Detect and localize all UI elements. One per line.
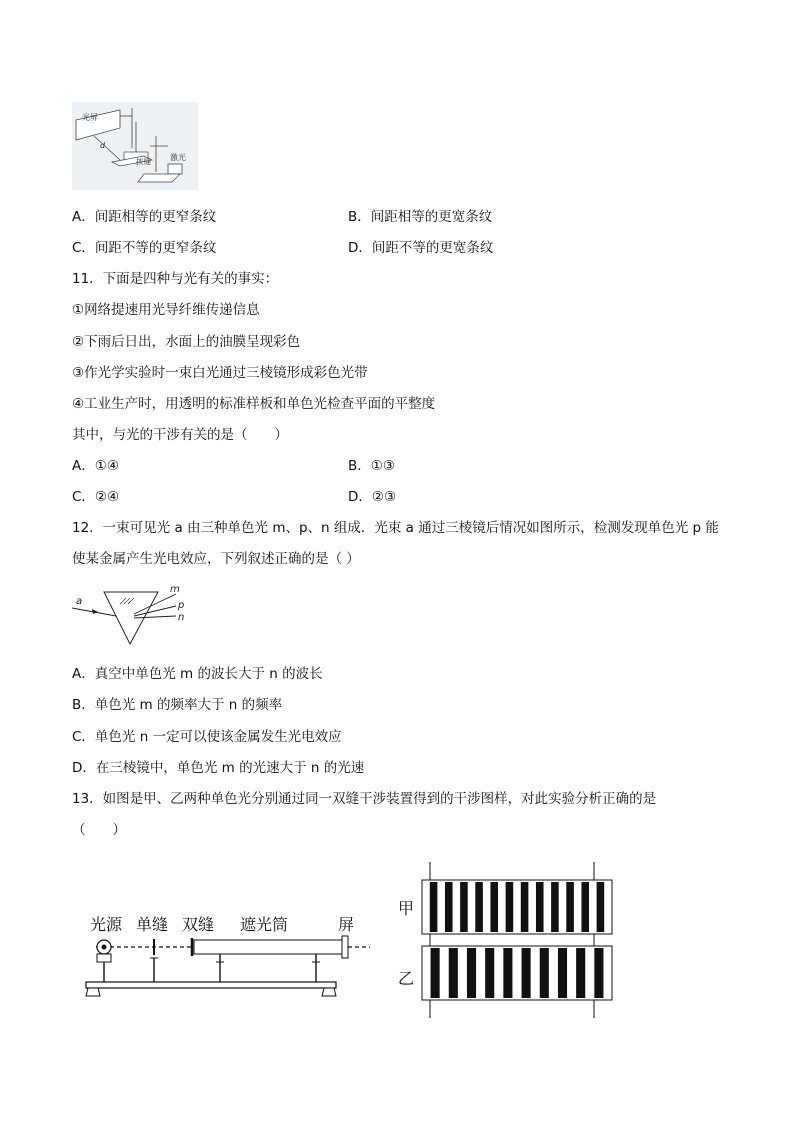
- q11-stem: 11．下面是四种与光有关的事实：: [72, 271, 279, 287]
- q13-jia-dark-band: [506, 882, 514, 932]
- q13-yi-dark-band: [558, 948, 567, 998]
- q13-label-single-slit: 单缝: [136, 915, 169, 934]
- q12-label-a: a: [76, 596, 83, 607]
- q13-jia-dark-band: [566, 882, 574, 932]
- q13-label-jia: 甲: [398, 899, 415, 918]
- q11-fact-4: ④工业生产时，用透明的标准样板和单色光检查平面的平整度: [72, 396, 436, 412]
- q11-option-c[interactable]: C．②④: [72, 489, 120, 505]
- q12-option-a[interactable]: A．真空中单色光 m 的波长大于 n 的波长: [72, 666, 323, 682]
- q13-label-source: 光源: [90, 915, 123, 934]
- q12-option-d[interactable]: D．在三棱镜中，单色光 m 的光速大于 n 的光速: [72, 760, 365, 776]
- q13-yi-dark-band: [485, 948, 494, 998]
- q13-yi-dark-band: [431, 948, 440, 998]
- q13-stem-line2: （ ）: [72, 822, 126, 838]
- q13-yi-dark-band: [467, 948, 476, 998]
- q10-option-d[interactable]: D．间距不等的更宽条纹: [348, 240, 494, 256]
- q11-fact-3: ③作光学实验时一束白光通过三棱镜形成彩色光带: [72, 365, 368, 381]
- q12-prism-figure: [72, 584, 198, 648]
- q13-label-yi: 乙: [398, 969, 415, 988]
- q13-jia-dark-band: [551, 882, 559, 932]
- q12-stem-line1: 12．一束可见光 a 由三种单色光 m、p、n 组成．光束 a 通过三棱镜后情况如图所示，检测发现单色光 p 能: [72, 520, 719, 536]
- q10-figure: [72, 102, 198, 190]
- q10-option-c[interactable]: C．间距不等的更窄条纹: [72, 240, 217, 256]
- q12-option-c[interactable]: C．单色光 n 一定可以使该金属发生光电效应: [72, 729, 342, 745]
- q11-fact-2: ②下雨后日出，水面上的油膜呈现彩色: [72, 334, 301, 350]
- q13-jia-dark-band: [475, 882, 483, 932]
- q13-yi-dark-band: [594, 948, 603, 998]
- q12-label-m: m: [170, 584, 180, 595]
- q13-label-tube: 遮光筒: [240, 915, 289, 934]
- q10-screen-label: 光屏: [82, 113, 98, 122]
- q13-stem-line1: 13．如图是甲、乙两种单色光分别通过同一双缝干涉装置得到的干涉图样，对此实验分析正确的是: [72, 791, 657, 807]
- q13-jia-dark-band: [490, 882, 498, 932]
- q11-question: 其中，与光的干涉有关的是（ ）: [72, 427, 288, 443]
- q13-label-screen: 屏: [338, 915, 355, 934]
- q13-jia-dark-band: [536, 882, 544, 932]
- q12-label-n: n: [178, 612, 185, 623]
- q11-option-b[interactable]: B．①③: [348, 458, 395, 474]
- q10-d-label: d: [100, 141, 106, 150]
- q10-laser-label: 激光: [170, 153, 186, 162]
- q13-yi-dark-band: [503, 948, 512, 998]
- q13-jia-dark-band: [430, 882, 438, 932]
- q13-label-double-slit: 双缝: [182, 915, 215, 934]
- q11-option-a[interactable]: A．①④: [72, 458, 119, 474]
- q12-stem-line2: 使某金属产生光电效应，下列叙述正确的是（ ）: [72, 551, 360, 567]
- q10-option-b[interactable]: B．间距相等的更宽条纹: [348, 209, 493, 225]
- q13-apparatus-figure: [80, 906, 380, 1004]
- q10-slit-label: 挟缝: [136, 157, 151, 166]
- q13-pattern-figure: [392, 860, 632, 1020]
- q10-option-a[interactable]: A．间距相等的更窄条纹: [72, 209, 217, 225]
- q13-jia-dark-band: [597, 882, 605, 932]
- q13-jia-dark-band: [445, 882, 453, 932]
- q13-jia-dark-band: [521, 882, 529, 932]
- q13-yi-dark-band: [540, 948, 549, 998]
- q13-yi-dark-band: [449, 948, 458, 998]
- q13-yi-dark-band: [576, 948, 585, 998]
- q11-option-d[interactable]: D．②③: [348, 489, 397, 505]
- q13-jia-dark-band: [460, 882, 468, 932]
- q13-jia-dark-band: [581, 882, 589, 932]
- q11-fact-1: ①网络提速用光导纤维传递信息: [72, 302, 260, 318]
- q12-option-b[interactable]: B．单色光 m 的频率大于 n 的频率: [72, 697, 283, 713]
- q12-label-p: p: [178, 600, 185, 611]
- q13-yi-dark-band: [522, 948, 531, 998]
